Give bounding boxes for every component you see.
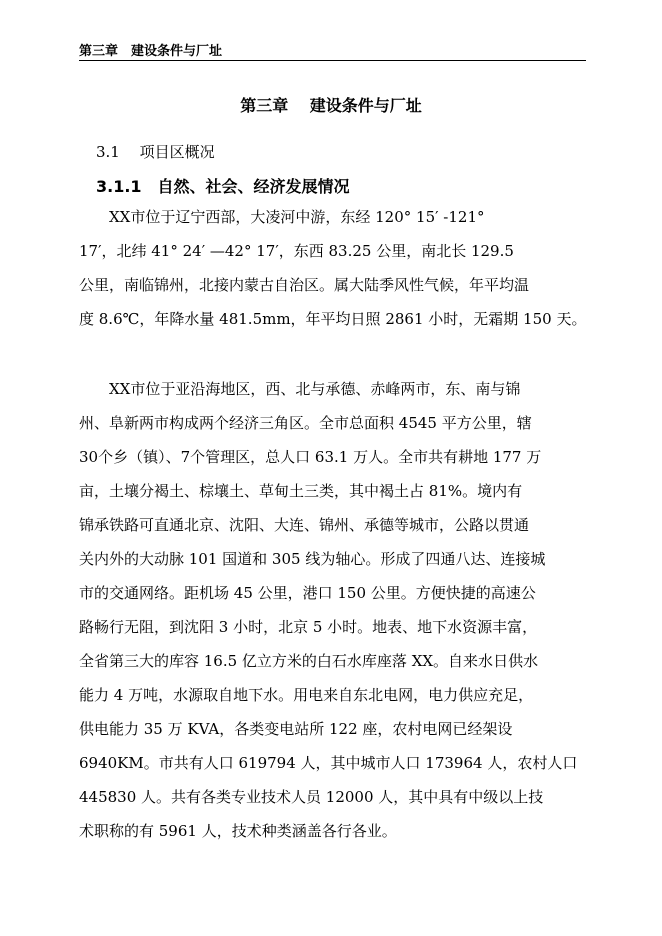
header-rule [79, 60, 586, 61]
running-header: 第三章 建设条件与厂址 [79, 44, 223, 59]
paragraph-line: 术职称的有 5961 人，技术种类涵盖各行各业。 [79, 822, 397, 840]
paragraph-line: 能力 4 万吨，水源取自地下水。用电来自东北电网，电力供应充足， [79, 686, 534, 704]
section-heading: 3.1 项目区概况 [96, 143, 215, 161]
paragraph-line: 路畅行无阻，到沈阳 3 小时，北京 5 小时。地表、地下水资源丰富， [79, 618, 538, 636]
paragraph-line: 445830 人。共有各类专业技术人员 12000 人，其中具有中级以上技 [79, 788, 544, 806]
paragraph-line: 州、阜新两市构成两个经济三角区。全市总面积 4545 平方公里，辖 [79, 414, 532, 432]
chapter-title: 第三章 建设条件与厂址 [240, 96, 422, 115]
paragraph-line: 市的交通网络。距机场 45 公里，港口 150 公里。方便快捷的高速公 [79, 584, 536, 602]
paragraph-line: XX市位于辽宁西部，大凌河中游，东经 120° 15′ -121° [79, 208, 485, 226]
paragraph-line: XX市位于亚沿海地区，西、北与承德、赤峰两市，东、南与锦 [79, 380, 521, 398]
paragraph-line: 锦承铁路可直通北京、沈阳、大连、锦州、承德等城市，公路以贯通 [79, 516, 530, 534]
paragraph-line: 度 8.6℃，年降水量 481.5mm，年平均日照 2861 小时，无霜期 150 天。 [79, 310, 587, 328]
paragraph-line: 30个乡（镇）、7个管理区，总人口 63.1 万人。全市共有耕地 177 万 [79, 448, 542, 466]
paragraph-line: 供电能力 35 万 KVA，各类变电站所 122 座，农村电网已经架设 [79, 720, 513, 738]
subsection-heading: 3.1.1 自然、社会、经济发展情况 [96, 177, 350, 196]
paragraph-line: 全省第三大的库容 16.5 亿立方米的白石水库座落 XX。自来水日供水 [79, 652, 539, 670]
paragraph-line: 17′，北纬 41° 24′ —42° 17′，东西 83.25 公里，南北长 129.5 [79, 242, 514, 260]
paragraph-line: 亩，土壤分褐土、棕壤土、草甸土三类，其中褐土占 81%。境内有 [79, 482, 523, 500]
paragraph-line: 公里，南临锦州，北接内蒙古自治区。属大陆季风性气候，年平均温 [79, 276, 530, 294]
paragraph-line: 6940KM。市共有人口 619794 人，其中城市人口 173964 人，农村人口 [79, 754, 578, 772]
paragraph-line: 关内外的大动脉 101 国道和 305 线为轴心。形成了四通八达、连接城 [79, 550, 546, 568]
